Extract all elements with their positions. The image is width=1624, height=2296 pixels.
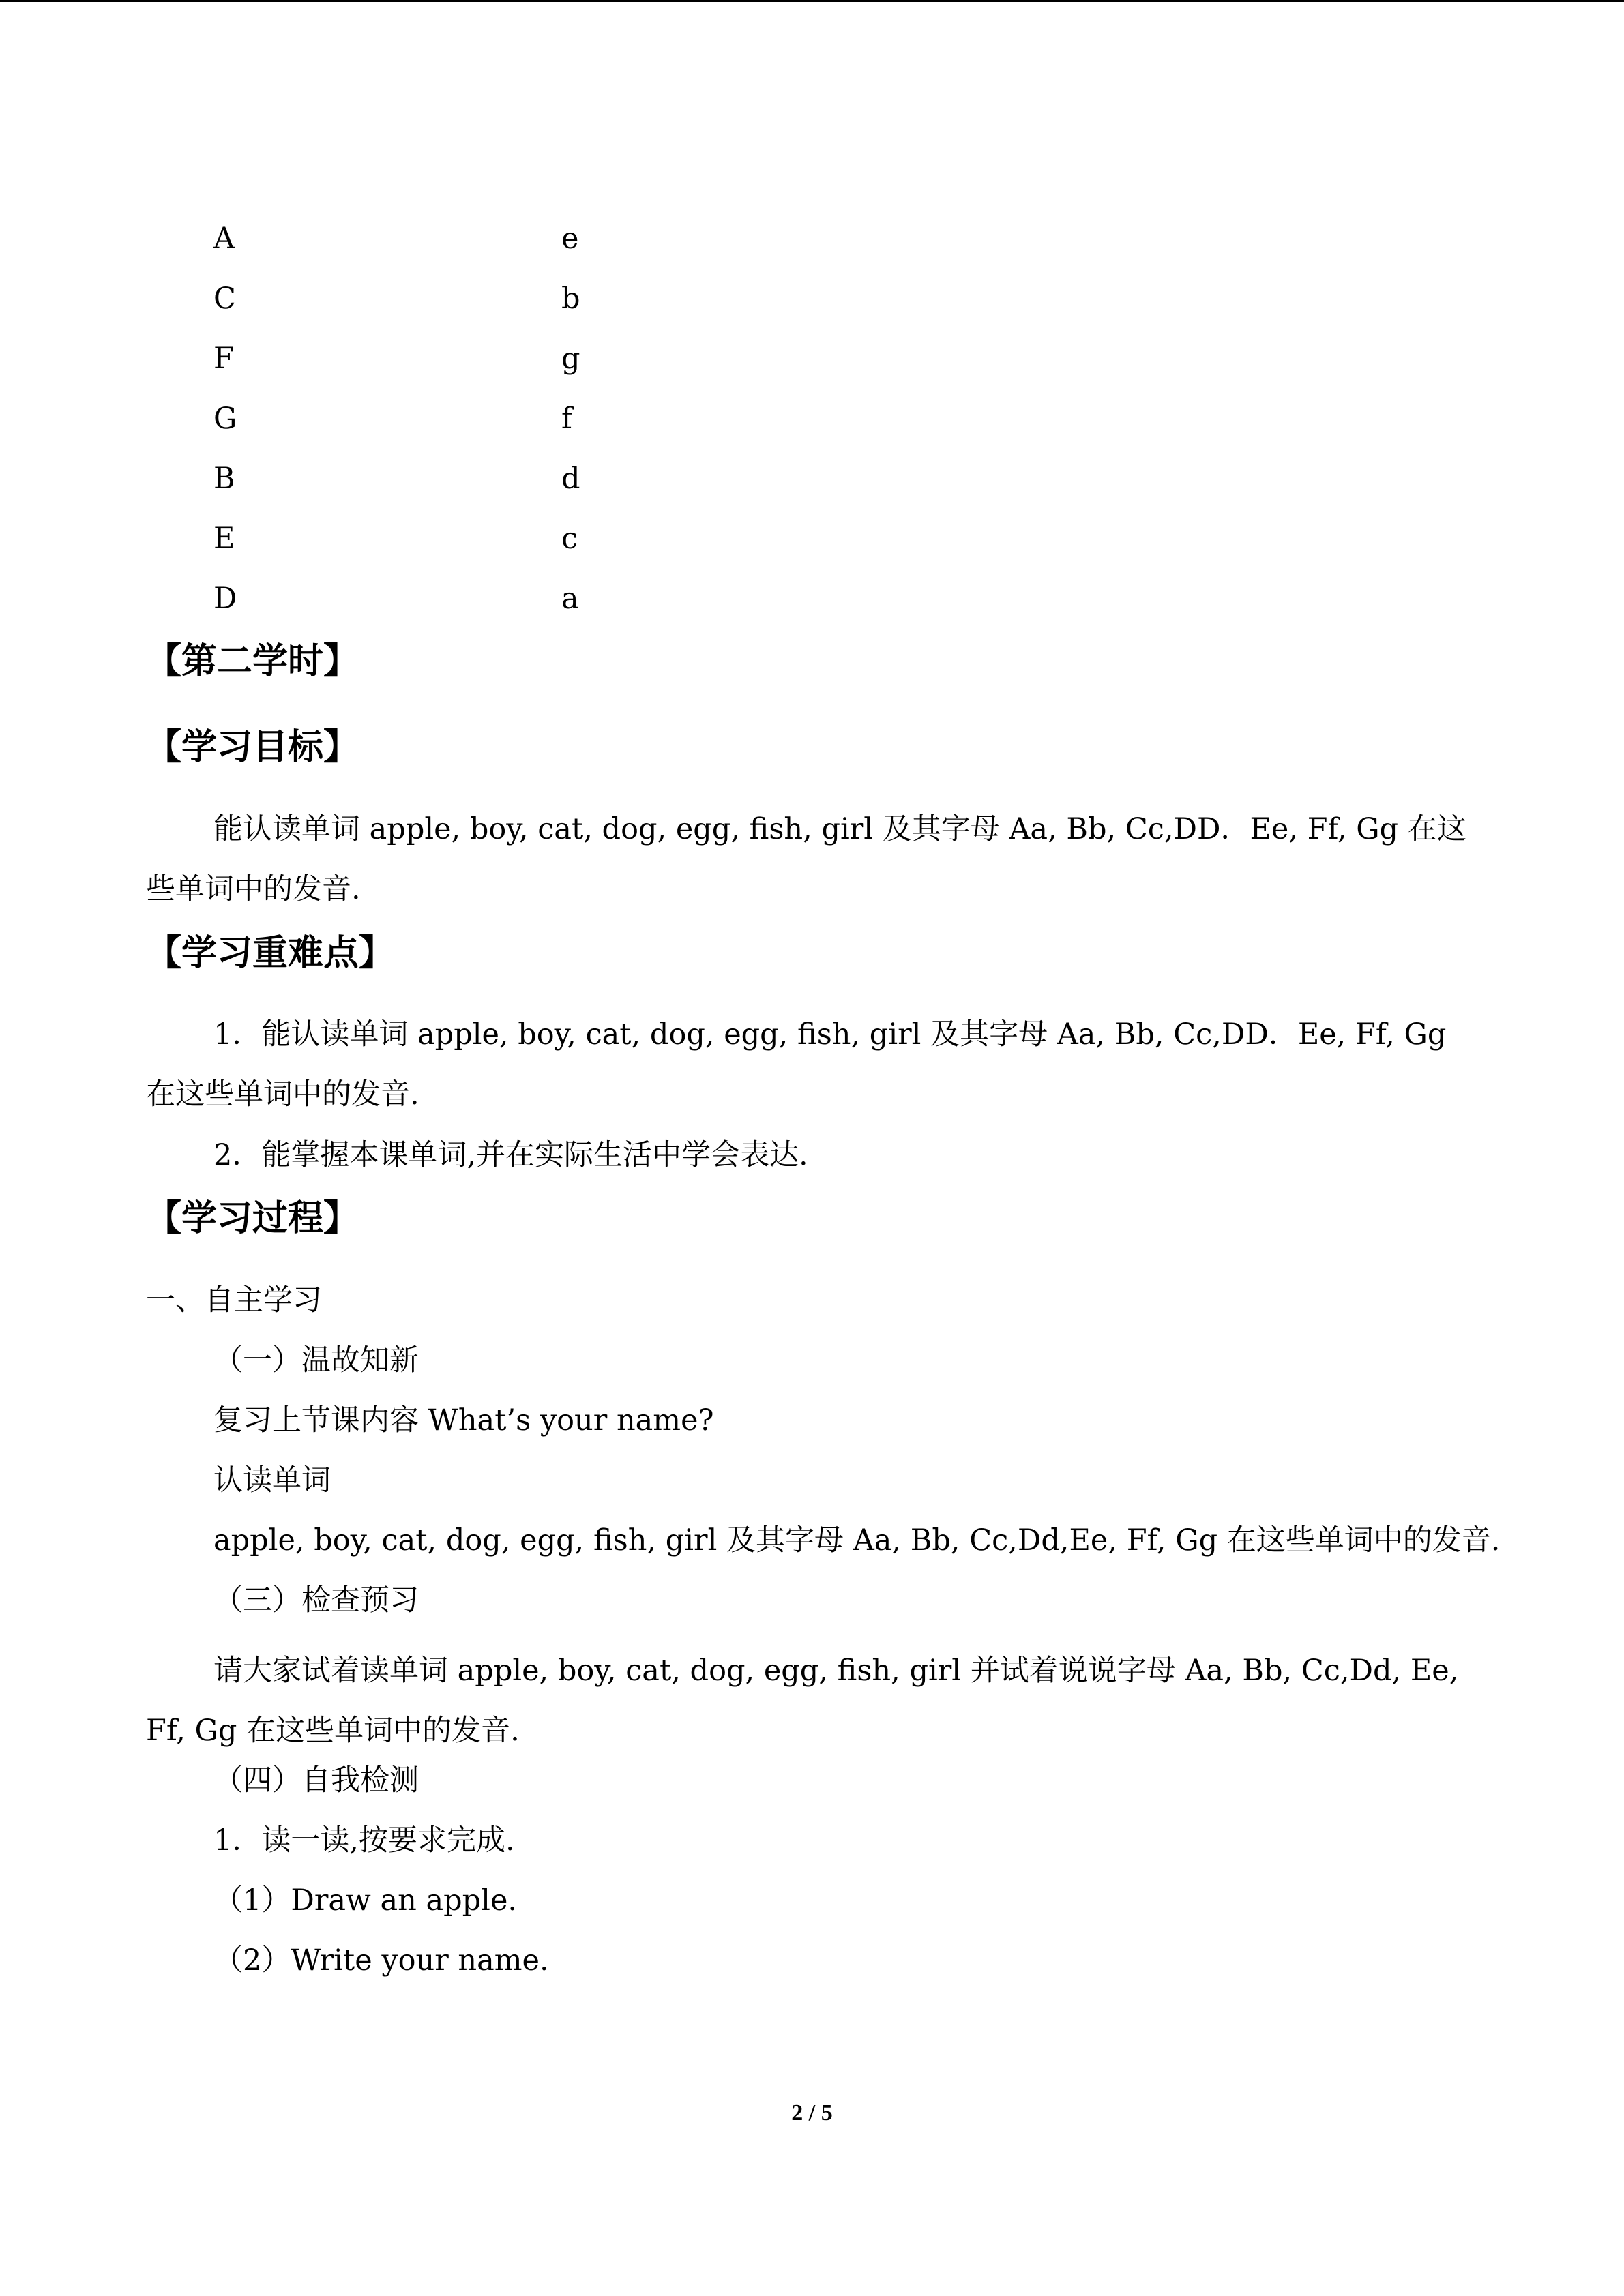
lower-letter: a (561, 582, 579, 616)
objectives-paragraph: 能认读单词 apple, boy, cat, dog, egg, fish, girl 及其字母 Aa, Bb, Cc,DD．Ee, Ff, Gg 在这些单词中的发音. (146, 812, 1466, 906)
review-text: 复习上节课内容 What’s your name? (213, 1403, 714, 1437)
read-words-label: 认读单词 (213, 1463, 331, 1497)
subsection-title: （四）自我检测 (213, 1763, 419, 1798)
lower-letter: f (561, 402, 572, 436)
lower-letter: b (561, 282, 580, 316)
preview-paragraph: 请大家试着读单词 apple, boy, cat, dog, egg, fish, girl 并试着说说字母 Aa, Bb, Cc,Dd, Ee, Ff, Gg 在这些单词中的发音. (146, 1654, 1459, 1748)
upper-letter: G (213, 402, 237, 436)
section-heading-objectives: 【学习目标】 (146, 726, 359, 768)
upper-letter: D (213, 582, 237, 616)
upper-letter: B (213, 462, 235, 496)
subsection-title: （一）温故知新 (213, 1343, 419, 1377)
lower-letter: e (561, 222, 579, 256)
lower-letter: d (561, 462, 580, 496)
page-top-border (0, 0, 1624, 2)
section-heading-lesson2: 【第二学时】 (146, 640, 359, 682)
upper-letter: F (213, 342, 234, 376)
task-item: 1．读一读,按要求完成. (213, 1823, 515, 1858)
page-number: 2 / 5 (791, 2100, 833, 2126)
subsection-title: （三）检查预习 (213, 1583, 419, 1617)
task-subitem: （1）Draw an apple. (213, 1883, 518, 1918)
part-title: 一、自主学习 (146, 1283, 322, 1317)
keypoint-item: 1．能认读单词 apple, boy, cat, dog, egg, fish, girl 及其字母 Aa, Bb, Cc,DD．Ee, Ff, Gg 在这些单词中的发音. (146, 1017, 1447, 1112)
section-heading-keypoints: 【学习重难点】 (146, 932, 395, 974)
section-heading-process: 【学习过程】 (146, 1197, 359, 1239)
words-line: apple, boy, cat, dog, egg, fish, girl 及其字母 Aa, Bb, Cc,Dd,Ee, Ff, Gg 在这些单词中的发音. (213, 1523, 1501, 1557)
task-subitem: （2）Write your name. (213, 1943, 549, 1978)
upper-letter: C (213, 282, 236, 316)
upper-letter: E (213, 522, 235, 556)
lower-letter: g (561, 342, 580, 376)
lower-letter: c (561, 522, 578, 556)
upper-letter: A (213, 222, 235, 256)
keypoint-item: 2．能掌握本课单词,并在实际生活中学会表达. (213, 1138, 808, 1172)
